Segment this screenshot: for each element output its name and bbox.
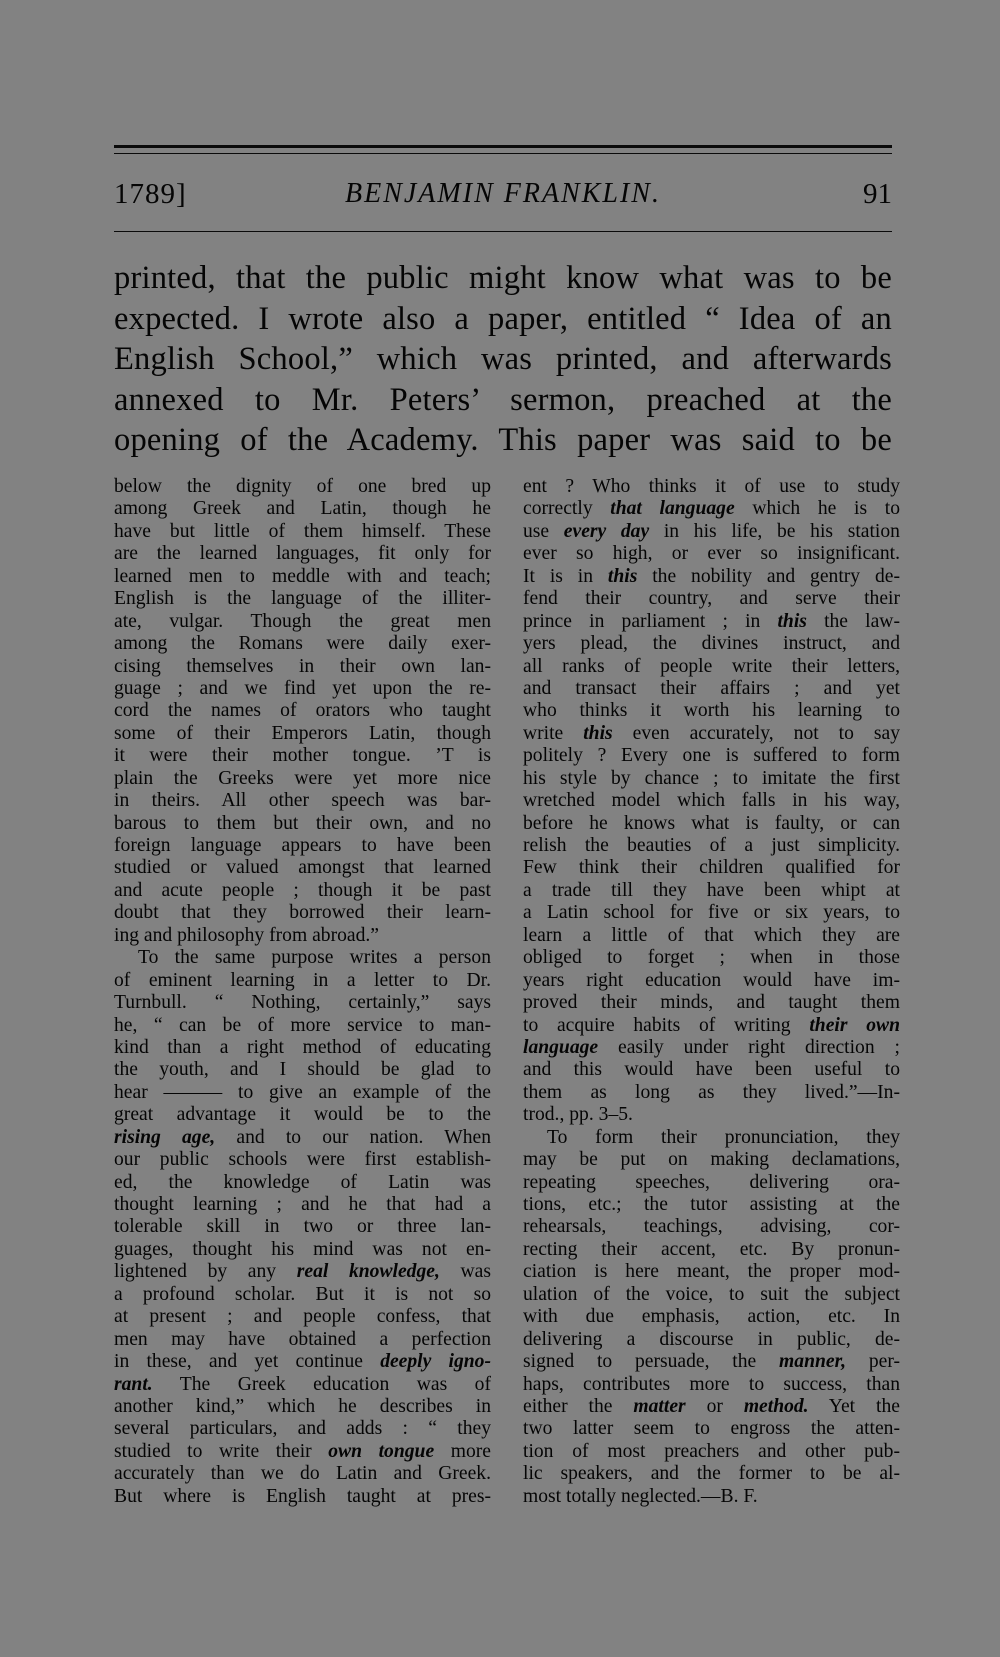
text-fragment: It is in bbox=[523, 565, 608, 587]
italic-emphasis: matter bbox=[633, 1395, 686, 1417]
text-line bbox=[114, 1261, 491, 1283]
text-line: kind than a right method of educating bbox=[114, 1036, 491, 1058]
text-line: ciation is here meant, the proper mod- bbox=[523, 1261, 900, 1283]
text-line: doubt that they borrowed their learn- bbox=[114, 902, 491, 924]
text-line: are the learned languages, fit only for bbox=[114, 543, 491, 565]
intro-line: English School,” which was printed, and afterwards bbox=[114, 341, 892, 377]
text-line: among the Romans were daily exer- bbox=[114, 633, 491, 655]
italic-emphasis: rising age, bbox=[114, 1126, 216, 1148]
text-line: below the dignity of one bred up bbox=[114, 476, 491, 497]
text-line: fend their country, and serve their bbox=[523, 588, 900, 610]
text-line: among Greek and Latin, though he bbox=[114, 498, 491, 520]
text-line bbox=[523, 1015, 900, 1037]
text-line: with due emphasis, action, etc. In bbox=[523, 1306, 900, 1328]
text-line: To the same purpose writes a person bbox=[138, 947, 491, 969]
text-fragment: or bbox=[685, 1395, 744, 1417]
right-column bbox=[523, 476, 900, 1508]
header-rule bbox=[114, 231, 892, 232]
left-column bbox=[114, 476, 491, 1508]
text-line: barous to them but their own, and no bbox=[114, 812, 491, 834]
text-line: the youth, and I should be glad to bbox=[114, 1059, 491, 1081]
text-line: ate, vulgar. Though the great men bbox=[114, 610, 491, 632]
text-line bbox=[523, 1396, 900, 1418]
intro-line: annexed to Mr. Peters’ sermon, preached at the bbox=[114, 381, 892, 418]
text-line: lic speakers, and the former to be al- bbox=[523, 1463, 900, 1485]
text-line: at present ; and people confess, that bbox=[114, 1306, 491, 1328]
text-line: recting their accent, etc. By pronun- bbox=[523, 1238, 900, 1260]
text-line: thought learning ; and he that had a bbox=[114, 1194, 491, 1215]
italic-emphasis: their own bbox=[809, 1014, 900, 1036]
text-line: accurately than we do Latin and Greek. bbox=[114, 1463, 491, 1485]
text-line: yers plead, the divines instruct, and bbox=[523, 633, 900, 655]
text-line: politely ? Every one is suffered to form bbox=[523, 745, 900, 767]
text-line: before he knows what is faulty, or can bbox=[523, 812, 900, 834]
text-line: some of their Emperors Latin, though bbox=[114, 722, 491, 744]
text-line: most totally neglected.—B. F. bbox=[523, 1485, 758, 1507]
text-line bbox=[523, 566, 900, 588]
text-line: delivering a discourse in public, de- bbox=[523, 1328, 900, 1350]
text-fragment: more bbox=[434, 1440, 491, 1462]
text-line: men may have obtained a perfection bbox=[114, 1328, 491, 1350]
text-line: several particulars, and adds : “ they bbox=[114, 1418, 491, 1440]
text-line: two latter seem to engross the atten- bbox=[523, 1418, 900, 1440]
text-line: ing and philosophy from abroad.” bbox=[114, 924, 380, 946]
text-line: Turnbull. “ Nothing, certainly,” says bbox=[114, 992, 491, 1014]
text-line: his style by chance ; to imitate the first bbox=[523, 767, 900, 789]
text-line bbox=[114, 1351, 491, 1373]
header-year: 1789] bbox=[114, 178, 187, 210]
text-line: haps, contributes more to success, than bbox=[523, 1373, 900, 1395]
italic-emphasis: every day bbox=[563, 520, 650, 542]
text-line: repeating speeches, delivering ora- bbox=[523, 1171, 900, 1193]
text-line bbox=[114, 1127, 491, 1149]
text-fragment: the nobility and gentry de- bbox=[637, 565, 900, 587]
text-line: learn a little of that which they are bbox=[523, 924, 900, 946]
text-line: them as long as they lived.”—In- bbox=[523, 1081, 900, 1103]
text-line bbox=[523, 1351, 900, 1373]
italic-emphasis: manner, bbox=[779, 1351, 847, 1373]
text-line: it were their mother tongue. ’T is bbox=[114, 745, 491, 767]
text-line: hear ——— to give an example of the bbox=[114, 1081, 491, 1103]
intro-paragraph bbox=[114, 258, 892, 461]
header-title: BENJAMIN FRANKLIN. bbox=[345, 178, 661, 209]
italic-emphasis: this bbox=[607, 565, 638, 587]
text-line: tion of most preachers and other pub- bbox=[523, 1440, 900, 1462]
text-line bbox=[523, 521, 900, 543]
intro-line: opening of the Academy. This paper was said to be bbox=[114, 422, 892, 458]
text-line: another kind,” which he describes in bbox=[114, 1395, 491, 1417]
text-line: Few think their children qualified for bbox=[523, 857, 900, 879]
text-line: learned men to meddle with and teach; bbox=[114, 565, 491, 587]
text-line bbox=[523, 498, 900, 520]
text-fragment: was bbox=[439, 1261, 491, 1283]
text-line: foreign language appears to have been bbox=[114, 835, 491, 856]
italic-emphasis: own tongue bbox=[328, 1440, 435, 1462]
text-fragment: studied to write their bbox=[114, 1440, 329, 1462]
text-fragment: per- bbox=[846, 1351, 900, 1373]
italic-emphasis: rant. bbox=[114, 1373, 153, 1395]
text-line: ed, the knowledge of Latin was bbox=[114, 1171, 491, 1193]
text-fragment: the law- bbox=[806, 610, 900, 632]
text-line bbox=[114, 1441, 491, 1463]
text-line: and acute people ; though it be past bbox=[114, 879, 491, 901]
text-line: may be put on making declamations, bbox=[523, 1149, 900, 1171]
text-line: rehearsals, teachings, advising, cor- bbox=[523, 1216, 900, 1238]
text-fragment: and to our nation. When bbox=[215, 1126, 491, 1148]
text-fragment: in his life, be his station bbox=[649, 520, 900, 542]
text-fragment: signed to persuade, the bbox=[523, 1351, 780, 1373]
text-line: who thinks it worth his learning to bbox=[523, 700, 900, 722]
text-fragment: use bbox=[523, 520, 564, 542]
text-line: But where is English taught at pres- bbox=[114, 1485, 491, 1507]
text-line: tolerable skill in two or three lan- bbox=[114, 1216, 491, 1238]
text-line: years right education would have im- bbox=[523, 969, 900, 991]
text-line: all ranks of people write their letters, bbox=[523, 655, 900, 677]
top-rule-thick bbox=[114, 145, 892, 148]
text-line: of eminent learning in a letter to Dr. bbox=[114, 969, 491, 991]
text-line: ever so high, or ever so insignificant. bbox=[523, 543, 900, 565]
text-line: and this would have been useful to bbox=[523, 1059, 900, 1081]
text-line: our public schools were first establish- bbox=[114, 1149, 491, 1171]
text-line: obliged to forget ; when in those bbox=[523, 947, 900, 969]
text-fragment: prince in parliament ; in bbox=[523, 610, 778, 632]
text-fragment: lightened by any bbox=[114, 1261, 297, 1283]
text-fragment: write bbox=[523, 722, 584, 744]
text-line bbox=[114, 1374, 491, 1396]
italic-emphasis: method. bbox=[743, 1395, 809, 1417]
text-line: a Latin school for five or six years, to bbox=[523, 902, 900, 924]
text-line: cord the names of orators who taught bbox=[114, 700, 491, 722]
italic-emphasis: this bbox=[777, 610, 807, 632]
text-line: cising themselves in their own lan- bbox=[114, 655, 491, 677]
text-line bbox=[523, 1037, 900, 1059]
text-line: wretched model which falls in his way, bbox=[523, 790, 900, 812]
intro-line: expected. I wrote also a paper, entitled “ Idea of an bbox=[114, 300, 892, 337]
text-fragment: easily under right direction ; bbox=[598, 1036, 900, 1058]
text-line: proved their minds, and taught them bbox=[523, 992, 900, 1014]
intro-line: printed, that the public might know what was to be bbox=[114, 260, 892, 296]
text-line: ulation of the voice, to suit the subject bbox=[523, 1283, 900, 1305]
text-line: great advantage it would be to the bbox=[114, 1104, 491, 1126]
text-line: a trade till they have been whipt at bbox=[523, 879, 900, 901]
text-line: relish the beauties of a just simplicity. bbox=[523, 835, 900, 856]
text-line: and transact their affairs ; and yet bbox=[523, 677, 900, 699]
top-rule-thin bbox=[114, 153, 892, 154]
text-fragment: even accurately, not to say bbox=[612, 722, 900, 744]
text-fragment: to acquire habits of writing bbox=[523, 1014, 810, 1036]
italic-emphasis: real knowledge, bbox=[296, 1261, 440, 1283]
text-line: English is the language of the illiter- bbox=[114, 588, 491, 610]
text-fragment: The Greek education was of bbox=[152, 1373, 491, 1395]
text-line bbox=[523, 723, 900, 745]
text-fragment: correctly bbox=[523, 498, 611, 520]
page-number: 91 bbox=[863, 178, 892, 210]
text-line: trod., pp. 3–5. bbox=[523, 1104, 633, 1126]
text-line: in theirs. All other speech was bar- bbox=[114, 790, 491, 812]
text-line: have but little of them himself. These bbox=[114, 520, 491, 542]
text-line: guage ; and we find yet upon the re- bbox=[114, 677, 491, 699]
text-fragment: either the bbox=[523, 1395, 634, 1417]
text-line: plain the Greeks were yet more nice bbox=[114, 767, 491, 789]
text-line: ent ? Who thinks it of use to study bbox=[523, 476, 900, 497]
text-line: tions, etc.; the tutor assisting at the bbox=[523, 1194, 900, 1215]
text-line: To form their pronunciation, they bbox=[547, 1126, 900, 1148]
text-line: studied or valued amongst that learned bbox=[114, 857, 491, 879]
italic-emphasis: this bbox=[583, 722, 613, 744]
italic-emphasis: language bbox=[523, 1036, 599, 1058]
text-line bbox=[523, 611, 900, 633]
running-header bbox=[114, 178, 892, 214]
text-fragment: which he is to bbox=[734, 498, 900, 520]
text-fragment: in these, and yet continue bbox=[114, 1351, 381, 1373]
text-line: he, “ can be of more service to man- bbox=[114, 1014, 491, 1036]
italic-emphasis: that language bbox=[610, 498, 735, 520]
text-line: guages, thought his mind was not en- bbox=[114, 1238, 491, 1260]
italic-emphasis: deeply igno- bbox=[380, 1351, 491, 1373]
text-line: a profound scholar. But it is not so bbox=[114, 1283, 491, 1305]
text-fragment: Yet the bbox=[808, 1395, 900, 1417]
